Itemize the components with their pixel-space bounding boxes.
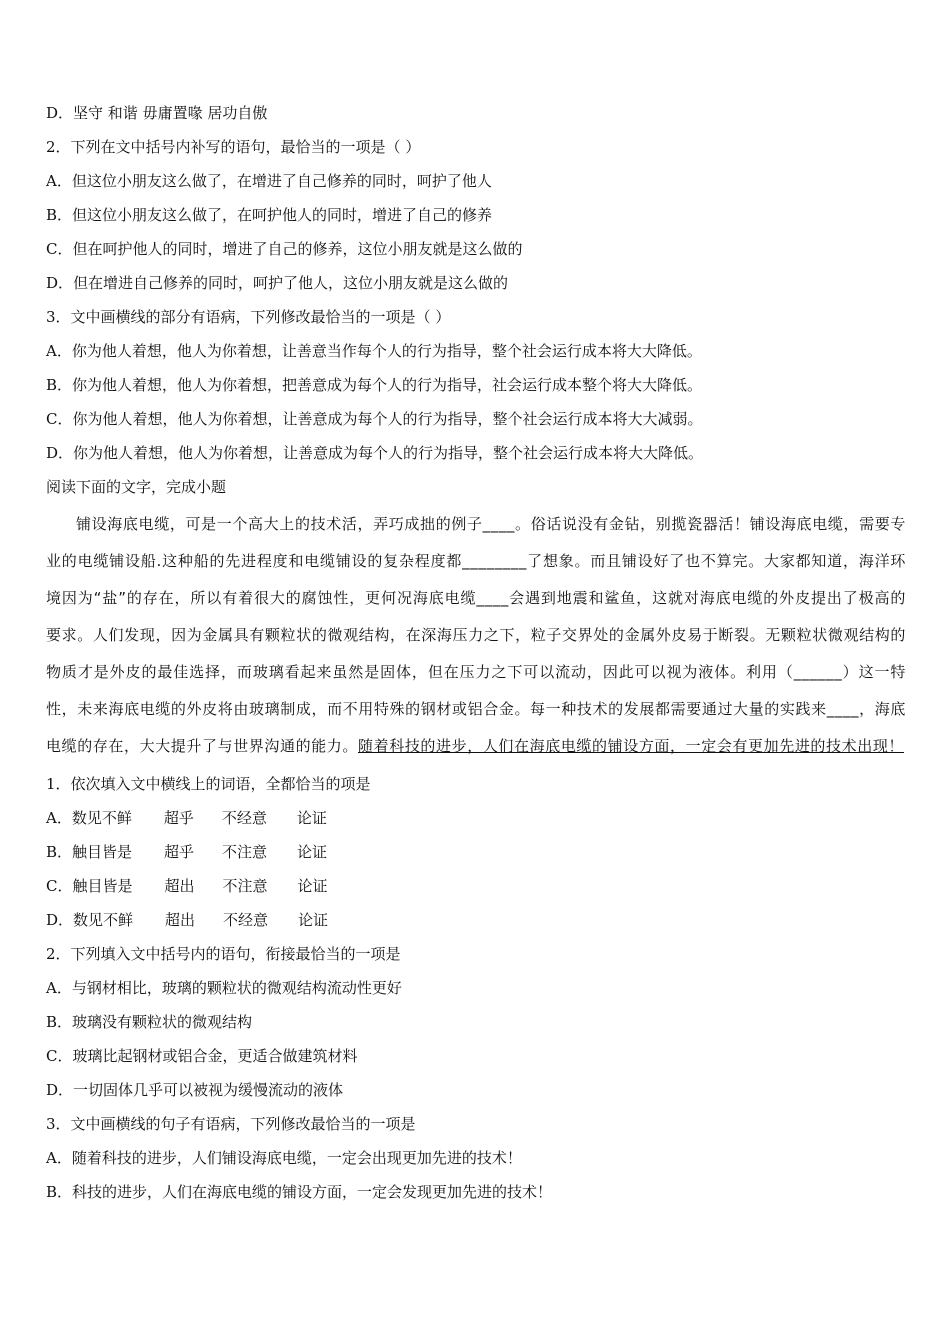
q3-option-a: A．随着科技的进步，人们铺设海底电缆，一定会出现更加先进的技术！	[46, 1149, 522, 1167]
prev-q3-option-d: D．你为他人着想，他人为你着想，让善意成为每个人的行为指导，整个社会运行成本将大大降低。	[46, 444, 704, 462]
prev-q2-option-b: B．但这位小朋友这么做了，在呵护他人的同时，增进了自己的修养	[46, 206, 493, 224]
underlined-sentence: 随着科技的进步，人们在海底电缆的铺设方面，一定会有更加先进的技术出现！	[358, 737, 905, 755]
prev-option-d: D．坚守 和谐 毋庸置喙 居功自傲	[46, 104, 268, 122]
q2-option-c: C．玻璃比起钢材或铝合金，更适合做建筑材料	[46, 1047, 358, 1065]
q1-option-b: B．触目皆是 超乎 不注意 论证	[46, 843, 328, 861]
q1-option-c: C．触目皆是 超出 不注意 论证	[46, 877, 328, 895]
q2-option-d: D．一切固体几乎可以被视为缓慢流动的液体	[46, 1081, 344, 1099]
reading-heading: 阅读下面的文字，完成小题	[46, 478, 227, 496]
reading-passage	[46, 506, 906, 765]
prev-q3-option-c: C．你为他人着想，他人为你着想，让善意成为每个人的行为指导，整个社会运行成本将大大减弱。	[46, 410, 703, 428]
q2-option-b: B．玻璃没有颗粒状的微观结构	[46, 1013, 253, 1031]
q1-option-a: A．数见不鲜 超乎 不经意 论证	[46, 809, 327, 827]
q1-option-d: D．数见不鲜 超出 不经意 论证	[46, 911, 329, 929]
q1-stem: 1．依次填入文中横线上的词语，全都恰当的项是	[46, 775, 371, 793]
q3-option-b: B．科技的进步，人们在海底电缆的铺设方面，一定会发现更加先进的技术！	[46, 1183, 553, 1201]
q2-stem: 2．下列填入文中括号内的语句，衔接最恰当的一项是	[46, 945, 401, 963]
prev-q2-option-d: D．但在增进自己修养的同时，呵护了他人，这位小朋友就是这么做的	[46, 274, 509, 292]
document-page	[46, 96, 906, 1209]
q3-stem: 3．文中画横线的句子有语病，下列修改最恰当的一项是	[46, 1115, 416, 1133]
prev-q3-option-b: B．你为他人着想，他人为你着想，把善意成为每个人的行为指导，社会运行成本整个将大大降低。	[46, 376, 703, 394]
prev-q2-option-a: A．但这位小朋友这么做了，在增进了自己修养的同时，呵护了他人	[46, 172, 492, 190]
prev-q2-option-c: C．但在呵护他人的同时，增进了自己的修养，这位小朋友就是这么做的	[46, 240, 523, 258]
prev-question-2: 2．下列在文中括号内补写的语句，最恰当的一项是（ ）	[46, 138, 421, 156]
passage-text: 铺设海底电缆，可是一个高大上的技术活，弄巧成拙的例子____。俗话说没有金钻，别揽瓷器活！铺设海底电缆，需要专业的电缆铺设船.这种船的先进程度和电缆铺设的复杂程度都________了想象。而且铺设好了也不算完。大家都知道，海洋环境因为“盐”的存在，所以有着很大的腐蚀性，更何况海底电缆____会遇到地震和鲨鱼，这就对海底电缆的外皮提出了极高的要求。人们发现，因为金属具有颗粒状的微观结构，在深海压力之下，粒子交界处的金属外皮易于断裂。无颗粒状微观结构的物质才是外皮的最佳选择，而玻璃看起来虽然是固体，但在压力之下可以流动，因此可以视为液体。利用（______）这一特性，未来海底电缆的外皮将由玻璃制成，而不用特殊的钢材或铝合金。每一种技术的发展都需要通过大量的实践来____，海底电缆的存在，大大提升了与世界沟通的能力。	[46, 515, 906, 755]
prev-question-3: 3．文中画横线的部分有语病，下列修改最恰当的一项是（ ）	[46, 308, 451, 326]
q2-option-a: A．与钢材相比，玻璃的颗粒状的微观结构流动性更好	[46, 979, 402, 997]
prev-q3-option-a: A．你为他人着想，他人为你着想，让善意当作每个人的行为指导，整个社会运行成本将大大降低。	[46, 342, 702, 360]
